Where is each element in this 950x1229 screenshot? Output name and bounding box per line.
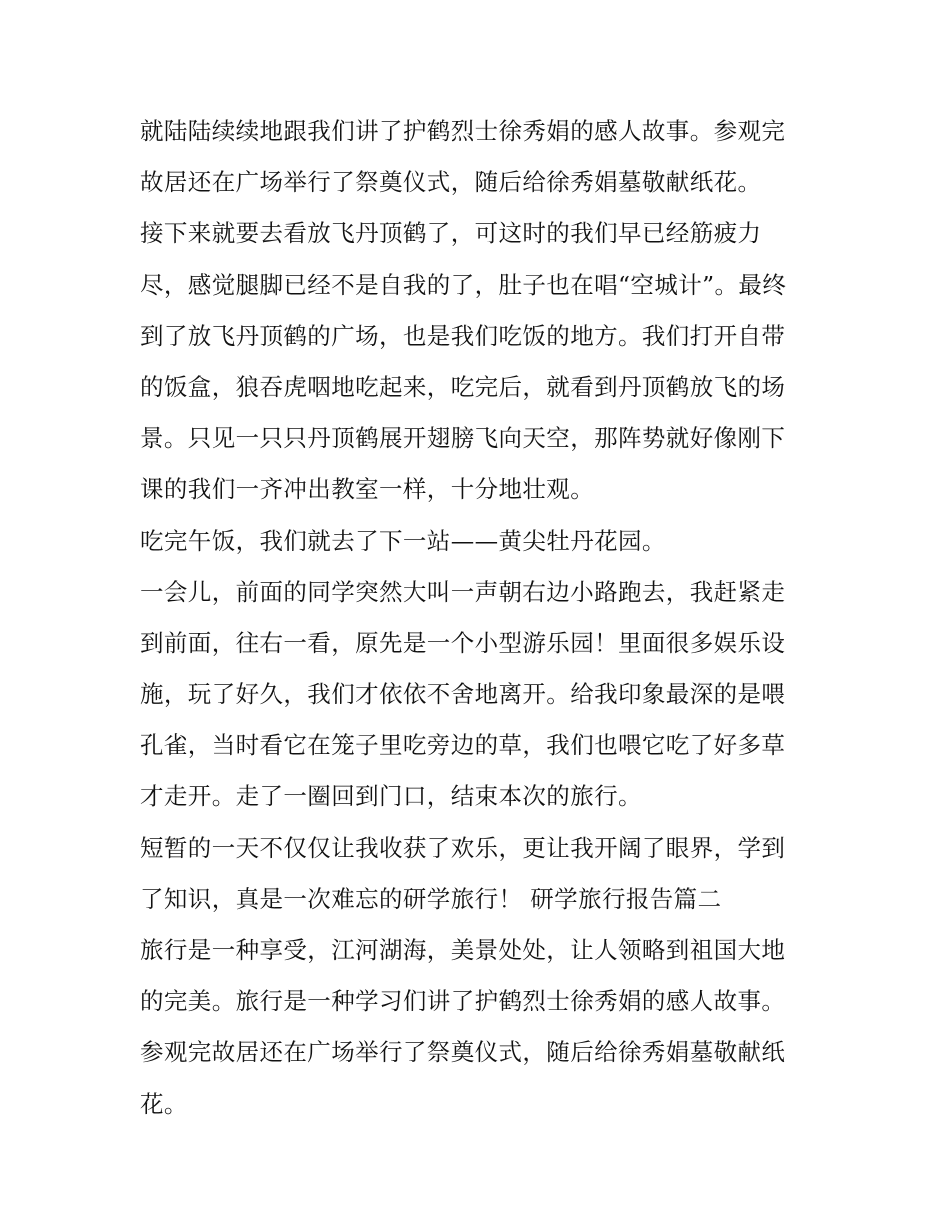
text-line-15: 短暂的一天不仅仅让我收获了欢乐，更让我开阔了眼界，学到	[140, 833, 786, 862]
text-line-13: 孔雀，当时看它在笼子里吃旁边的草，我们也喂它吃了好多草	[140, 731, 786, 760]
text-line-7: 景。只见一只只丹顶鹤展开翅膀飞向天空，那阵势就好像刚下	[140, 424, 786, 453]
text-line-6: 的饭盒，狼吞虎咽地吃起来，吃完后，就看到丹顶鹤放飞的场	[140, 372, 786, 401]
text-line-10: 一会儿，前面的同学突然大叫一声朝右边小路跑去，我赶紧走	[140, 577, 786, 606]
body-text	[140, 106, 820, 1130]
text-line-20: 花。	[140, 1089, 188, 1118]
text-line-2: 故居还在广场举行了祭奠仪式，随后给徐秀娟墓敬献纸花。	[140, 168, 762, 197]
text-line-14: 才走开。走了一圈回到门口，结束本次的旅行。	[140, 782, 642, 811]
text-line-17: 旅行是一种享受，江河湖海，美景处处，让人领略到祖国大地	[140, 936, 786, 964]
text-line-4: 尽，感觉腿脚已经不是自我的了，肚子也在唱“空城计”。最终	[140, 270, 787, 299]
text-line-9: 吃完午饭，我们就去了下一站——黄尖牡丹花园。	[140, 526, 666, 555]
text-line-16: 了知识，真是一次难忘的研学旅行！ 研学旅行报告篇二	[140, 884, 722, 913]
text-line-11: 到前面，往右一看，原先是一个小型游乐园！里面很多娱乐设	[140, 628, 786, 657]
text-line-19: 参观完故居还在广场举行了祭奠仪式，随后给徐秀娟墓敬献纸	[140, 1038, 786, 1067]
text-line-12: 施，玩了好久，我们才依依不舍地离开。给我印象最深的是喂	[140, 680, 786, 709]
text-line-5: 到了放飞丹顶鹤的广场，也是我们吃饭的地方。我们打开自带	[140, 321, 786, 350]
text-line-1: 就陆陆续续地跟我们讲了护鹤烈士徐秀娟的感人故事。参观完	[140, 117, 786, 145]
text-line-3: 接下来就要去看放飞丹顶鹤了，可这时的我们早已经筋疲力	[140, 219, 762, 248]
text-line-8: 课的我们一齐冲出教室一样，十分地壮观。	[140, 475, 595, 504]
text-line-18: 的完美。旅行是一种学习们讲了护鹤烈士徐秀娟的感人故事。	[140, 987, 786, 1016]
